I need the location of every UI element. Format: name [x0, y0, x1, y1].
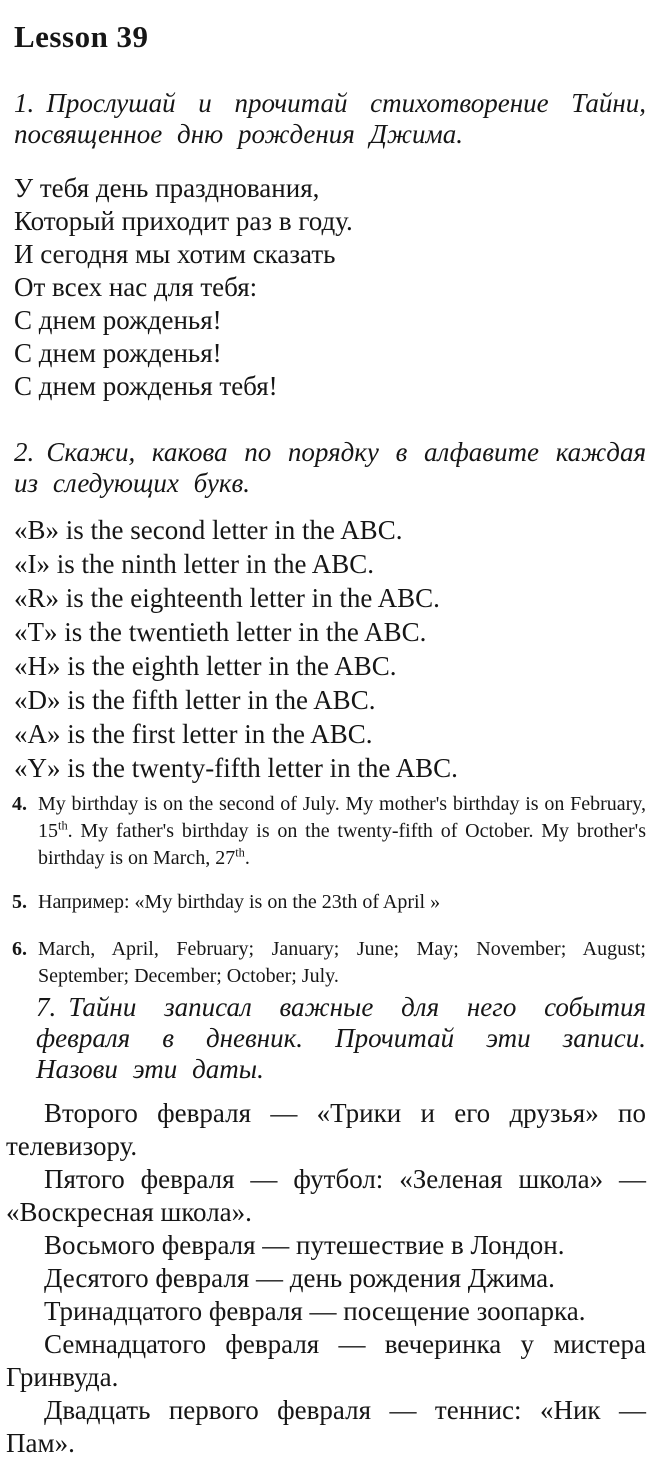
item-4-text-part: My birthday is on the second of July. My mother's birthday is on February, 15: [38, 793, 646, 843]
diary-entry: Семнадцатого февраля — вечеринка у мистера Гринвуда.: [6, 1329, 646, 1393]
item-6-number: 6.: [12, 938, 27, 961]
task-2-number: 2.: [14, 437, 35, 468]
answer-item-5: [14, 889, 646, 916]
poem-line: С днем рожденья тебя!: [14, 371, 278, 402]
diary-entry: Двадцать первого февраля — теннис: «Ник — Пам».: [6, 1395, 646, 1459]
diary-entry: Пятого февраля — футбол: «Зеленая школа» — «Воскресная школа».: [6, 1164, 646, 1228]
item-5-number: 5.: [12, 891, 27, 914]
letter-statements: [14, 513, 646, 785]
task-2-text: Скажи, какова по порядку в алфавите каждая из следующих букв.: [14, 437, 646, 499]
letter-statement: «I» is the ninth letter in the ABC.: [14, 549, 374, 580]
poem-line: Который приходит раз в году.: [14, 206, 353, 237]
task-7-text: Тайни записал важные для него события февраля в дневник. Прочитай эти записи. Назови эти даты.: [36, 992, 646, 1085]
answer-item-6: [14, 936, 646, 990]
item-4-text-part: .: [244, 847, 250, 870]
item-6-text: March, April, February; January; June; May; November; August; September; December; October; July.: [38, 938, 646, 988]
task-1-text: Прослушай и прочитай стихотворение Тайни, посвященное дню рождения Джима.: [14, 88, 646, 150]
poem-line: И сегодня мы хотим сказать: [14, 239, 336, 270]
item-5-text: Например: «My birthday is on the 23th of April »: [38, 891, 441, 914]
task-1-number: 1.: [14, 88, 35, 119]
letter-statement: «A» is the first letter in the ABC.: [14, 719, 373, 750]
task-7-number: 7.: [36, 992, 57, 1023]
item-4-text-part: . My father's birthday is on the twenty-fifth of October. My brother's birthday is on March, 27: [38, 820, 646, 870]
poem-line: С днем рожденья!: [14, 338, 222, 369]
diary-entry: Тринадцатого февраля — посещение зоопарка.: [44, 1296, 586, 1327]
superscript-th: th: [58, 818, 68, 833]
diary-entry: Десятого февраля — день рождения Джима.: [44, 1263, 555, 1294]
poem-line: У тебя день празднования,: [14, 173, 320, 204]
diary-entries: [6, 1097, 646, 1460]
item-4-number: 4.: [12, 793, 27, 816]
letter-statement: «D» is the fifth letter in the ABC.: [14, 685, 376, 716]
superscript-th: th: [235, 845, 245, 860]
poem-line: С днем рожденья!: [14, 305, 222, 336]
task-7-instruction: [36, 992, 646, 1085]
letter-statement: «H» is the eighth letter in the ABC.: [14, 651, 397, 682]
letter-statement: «B» is the second letter in the ABC.: [14, 515, 403, 546]
task-2-instruction: [14, 437, 646, 499]
birthday-poem: [14, 172, 646, 403]
answer-item-4: [14, 791, 646, 872]
letter-statement: «T» is the twentieth letter in the ABC.: [14, 617, 427, 648]
diary-entry: Восьмого февраля — путешествие в Лондон.: [44, 1230, 565, 1261]
task-1-instruction: [14, 88, 646, 150]
diary-entry: Второго февраля — «Трики и его друзья» по телевизору.: [6, 1098, 646, 1162]
lesson-title: Lesson 39: [14, 19, 149, 54]
letter-statement: «Y» is the twenty-fifth letter in the ABC.: [14, 753, 458, 784]
poem-line: От всех нас для тебя:: [14, 272, 258, 303]
letter-statement: «R» is the eighteenth letter in the ABC.: [14, 583, 440, 614]
